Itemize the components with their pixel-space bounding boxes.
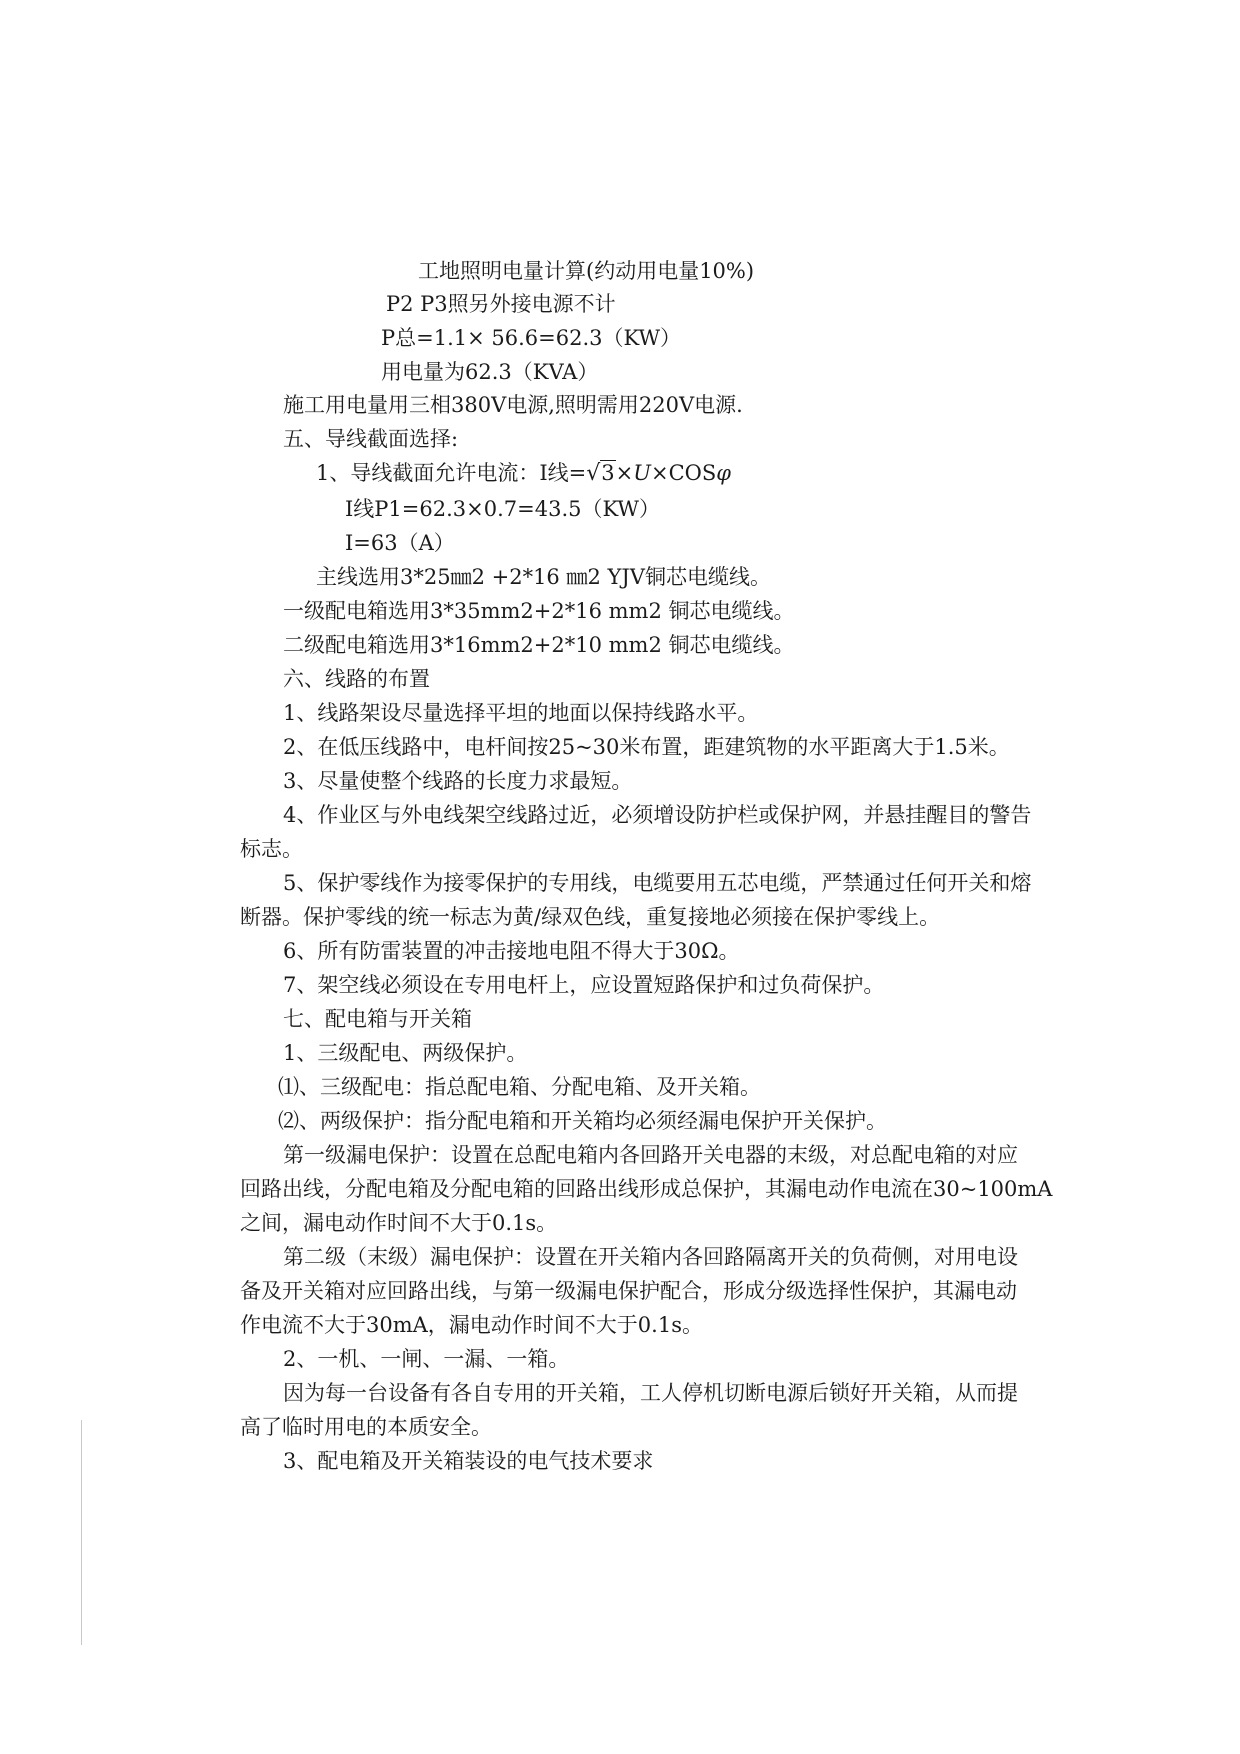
formula-line: [316, 458, 731, 489]
text-line: 2、一机、一闸、一漏、一箱。: [283, 1347, 570, 1371]
text-line: 之间，漏电动作时间不大于0.1s。: [240, 1211, 558, 1235]
text-line: 作电流不大于30mA，漏电动作时间不大于0.1s。: [240, 1313, 703, 1337]
formula-u: U: [633, 461, 651, 485]
text-line: 施工用电量用三相380V电源,照明需用220V电源.: [283, 393, 743, 417]
formula-label: 1、导线截面允许电流：I线=: [316, 461, 587, 485]
text-line: ⑵、两级保护：指分配电箱和开关箱均必须经漏电保护开关保护。: [278, 1109, 887, 1133]
text-line: 工地照明电量计算(约动用电量10%): [418, 259, 755, 283]
text-line: 标志。: [240, 837, 303, 861]
text-line: P2 P3照另外接电源不计: [386, 292, 616, 316]
text-line: 2、在低压线路中，电杆间按25~30米布置，距建筑物的水平距离大于1.5米。: [283, 735, 1010, 759]
text-line: 7、架空线必须设在专用电杆上，应设置短路保护和过负荷保护。: [283, 973, 885, 997]
formula-phi: φ: [716, 461, 731, 485]
text-line: 主线选用3*25㎜2 +2*16 ㎜2 YJV铜芯电缆线。: [316, 565, 771, 589]
text-line: 高了临时用电的本质安全。: [240, 1415, 492, 1439]
text-line: 5、保护零线作为接零保护的专用线，电缆要用五芯电缆，严禁通过任何开关和熔: [283, 871, 1032, 895]
text-line: 3、尽量使整个线路的长度力求最短。: [283, 769, 633, 793]
sqrt-symbol: √: [586, 461, 601, 486]
formula-radicand: 3: [601, 461, 615, 485]
text-line: 3、配电箱及开关箱装设的电气技术要求: [283, 1449, 654, 1473]
text-line: P总=1.1× 56.6=62.3（KW）: [381, 326, 682, 350]
text-line: 一级配电箱选用3*35mm2+2*16 mm2 铜芯电缆线。: [283, 599, 795, 623]
current-formula: [586, 461, 731, 485]
formula-times: ×: [615, 461, 634, 485]
formula-cos: COS: [668, 461, 717, 485]
text-line: 断器。保护零线的统一标志为黄/绿双色线，重复接地必须接在保护零线上。: [240, 905, 941, 929]
text-line: I线P1=62.3×0.7=43.5（KW）: [345, 497, 661, 521]
text-line: 第一级漏电保护：设置在总配电箱内各回路开关电器的末级，对总配电箱的对应: [283, 1143, 1018, 1167]
section-heading: 六、线路的布置: [283, 667, 430, 691]
text-line: I=63（A）: [345, 531, 455, 555]
text-line: 因为每一台设备有各自专用的开关箱，工人停机切断电源后锁好开关箱，从而提: [283, 1381, 1018, 1405]
text-line: 第二级（末级）漏电保护：设置在开关箱内各回路隔离开关的负荷侧，对用电设: [283, 1245, 1018, 1269]
text-line: 4、作业区与外电线架空线路过近，必须增设防护栏或保护网，并悬挂醒目的警告: [283, 803, 1032, 827]
scan-edge-line: [81, 1420, 82, 1645]
text-line: 回路出线，分配电箱及分配电箱的回路出线形成总保护，其漏电动作电流在30~100mA: [240, 1177, 1053, 1201]
formula-times: ×: [650, 461, 669, 485]
text-line: 1、线路架设尽量选择平坦的地面以保持线路水平。: [283, 701, 759, 725]
text-line: 1、三级配电、两级保护。: [283, 1041, 528, 1065]
text-line: 备及开关箱对应回路出线，与第一级漏电保护配合，形成分级选择性保护，其漏电动: [240, 1279, 1017, 1303]
text-line: 6、所有防雷装置的冲击接地电阻不得大于30Ω。: [283, 939, 740, 963]
text-line: ⑴、三级配电：指总配电箱、分配电箱、及开关箱。: [278, 1075, 761, 1099]
section-heading: 七、配电箱与开关箱: [283, 1007, 472, 1031]
text-line: 二级配电箱选用3*16mm2+2*10 mm2 铜芯电缆线。: [283, 633, 795, 657]
section-heading: 五、导线截面选择:: [283, 427, 459, 451]
text-line: 用电量为62.3（KVA）: [381, 360, 599, 384]
